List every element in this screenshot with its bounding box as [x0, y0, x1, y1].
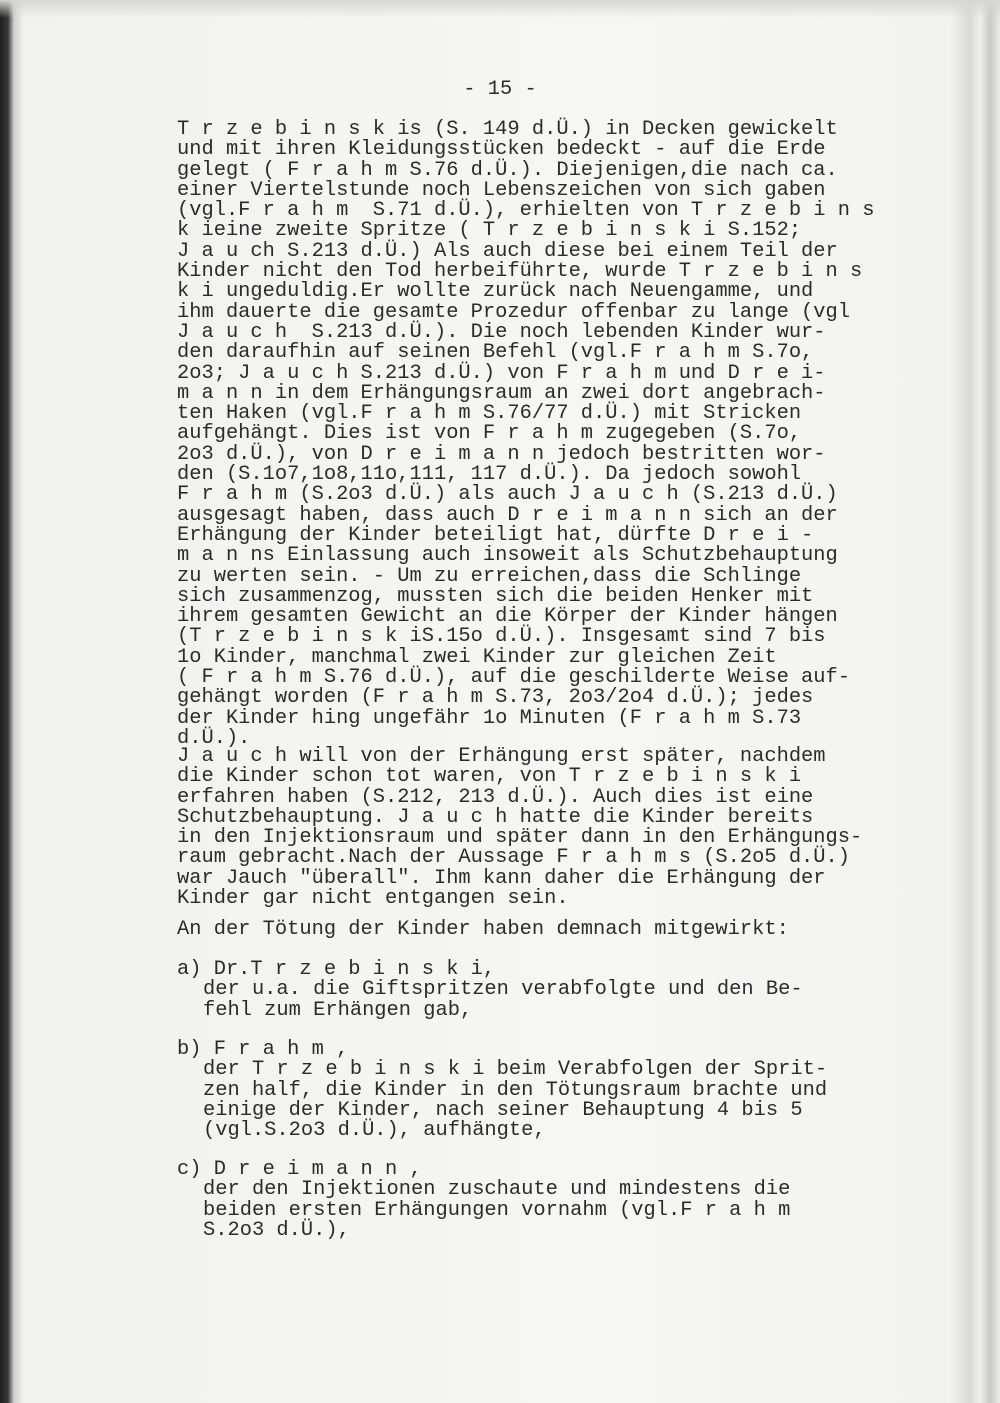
text-line: S.2o3 d.Ü.),	[203, 1218, 350, 1242]
list-item-a	[177, 960, 803, 1021]
text-line: beiden ersten Erhängungen vornahm (vgl.F r a h m	[203, 1198, 791, 1222]
text-line: J a u c h will von der Erhängung erst später, nachdem	[177, 745, 826, 768]
text-line: fehl zum Erhängen gab,	[203, 998, 473, 1022]
text-line: b) F r a h m ,	[177, 1038, 349, 1061]
text-line: J a u c h S.213 d.Ü.). Die noch lebenden Kinder wur-	[177, 320, 826, 344]
text-line: die Kinder schon tot waren, von T r z e b i n s k i	[177, 765, 802, 789]
text-line: (vgl.S.2o3 d.Ü.), aufhängte,	[203, 1119, 546, 1143]
page-shadow	[0, 0, 1000, 18]
text-line: k i ungeduldig.Er wollte zurück nach Neuengamme, und	[177, 280, 814, 304]
text-line: und mit ihren Kleidungsstücken bedeckt - auf die Erde	[177, 138, 826, 162]
text-line: der den Injektionen zuschaute und mindestens die	[203, 1178, 791, 1202]
text-line: Kinder gar nicht entgangen sein.	[177, 887, 569, 911]
text-line: in den Injektionsraum und später dann in den Erhängungs-	[177, 826, 863, 850]
paragraph-2	[177, 747, 862, 909]
page-number: - 15 -	[463, 78, 537, 101]
paragraph-3	[177, 920, 789, 940]
text-line: der T r z e b i n s k i beim Verabfolgen der Sprit-	[203, 1058, 828, 1082]
text-line: zu werten sein. - Um zu erreichen,dass die Schlinge	[177, 564, 802, 588]
text-line: gehängt worden (F r a h m S.73, 2o3/2o4 d.Ü.); jedes	[177, 686, 814, 710]
text-line: Kinder nicht den Tod herbeiführte, wurde T r z e b i n s	[177, 260, 863, 284]
text-line: c) D r e i m a n n ,	[177, 1158, 422, 1181]
text-line: (vgl.F r a h m S.71 d.Ü.), erhielten von T r z e b i n s	[177, 199, 875, 223]
text-line: (T r z e b i n s k iS.15o d.Ü.). Insgesamt sind 7 bis	[177, 625, 826, 649]
text-line: m a n ns Einlassung auch insoweit als Schutzbehauptung	[177, 544, 838, 568]
text-line: ( F r a h m S.76 d.Ü.), auf die geschilderte Weise auf-	[177, 666, 851, 690]
text-line: aufgehängt. Dies ist von F r a h m zugegeben (S.7o,	[177, 422, 802, 446]
paragraph-1	[177, 120, 874, 749]
text-line: einige der Kinder, nach seiner Behauptung 4 bis 5	[203, 1098, 803, 1122]
text-line: T r z e b i n s k is (S. 149 d.Ü.) in Decken gewickelt	[177, 118, 838, 141]
text-line: den daraufhin auf seinen Befehl (vgl.F r a h m S.7o,	[177, 341, 814, 365]
text-line: 2o3 d.Ü.), von D r e i m a n n jedoch bestritten wor-	[177, 442, 826, 466]
text-line: raum gebracht.Nach der Aussage F r a h m s (S.2o5 d.Ü.)	[177, 846, 851, 870]
text-line: einer Viertelstunde noch Lebenszeichen von sich gaben	[177, 178, 826, 202]
text-line: J a u ch S.213 d.Ü.) Als auch diese bei einem Teil der	[177, 239, 838, 263]
text-line: k ieine zweite Spritze ( T r z e b i n s k i S.152;	[177, 219, 802, 243]
text-line: m a n n in dem Erhängungsraum an zwei dort angebrach-	[177, 381, 826, 405]
text-line: Erhängung der Kinder beteiligt hat, dürfte D r e i -	[177, 523, 814, 547]
text-line: ihrem gesamten Gewicht an die Körper der Kinder hängen	[177, 605, 838, 629]
text-line: F r a h m (S.2o3 d.Ü.) als auch J a u c h (S.213 d.Ü.)	[177, 483, 838, 507]
text-line: 1o Kinder, manchmal zwei Kinder zur gleichen Zeit	[177, 645, 777, 669]
text-line: den (S.1o7,1o8,11o,111, 117 d.Ü.). Da jedoch sowohl	[177, 463, 802, 487]
text-line: der u.a. die Giftspritzen verabfolgte und den Be-	[203, 978, 803, 1002]
text-line: Schutzbehauptung. J a u c h hatte die Kinder bereits	[177, 805, 814, 829]
text-line: d.Ü.).	[177, 726, 251, 750]
text-line: der Kinder hing ungefähr 1o Minuten (F r a h m S.73	[177, 706, 802, 730]
text-line: gelegt ( F r a h m S.76 d.Ü.). Diejenigen,die nach ca.	[177, 158, 838, 182]
text-line: zen half, die Kinder in den Tötungsraum brachte und	[203, 1078, 828, 1102]
list-item-c	[177, 1160, 790, 1241]
text-line: a) Dr.T r z e b i n s k i,	[177, 958, 496, 981]
text-line: sich zusammenzog, mussten sich die beiden Henker mit	[177, 584, 814, 608]
list-item-b	[177, 1040, 827, 1141]
text-line: erfahren haben (S.212, 213 d.Ü.). Auch dies ist eine	[177, 785, 814, 809]
text-line: ihm dauerte die gesamte Prozedur offenbar zu lange (vgl	[177, 300, 851, 324]
text-line: war Jauch "überall". Ihm kann daher die Erhängung der	[177, 866, 826, 890]
text-line: ausgesagt haben, dass auch D r e i m a n n sich an der	[177, 503, 838, 527]
text-line: ten Haken (vgl.F r a h m S.76/77 d.Ü.) mit Stricken	[177, 402, 802, 426]
text-line: 2o3; J a u c h S.213 d.Ü.) von F r a h m und D r e i-	[177, 361, 826, 385]
text-line: An der Tötung der Kinder haben demnach mitgewirkt:	[177, 918, 789, 941]
